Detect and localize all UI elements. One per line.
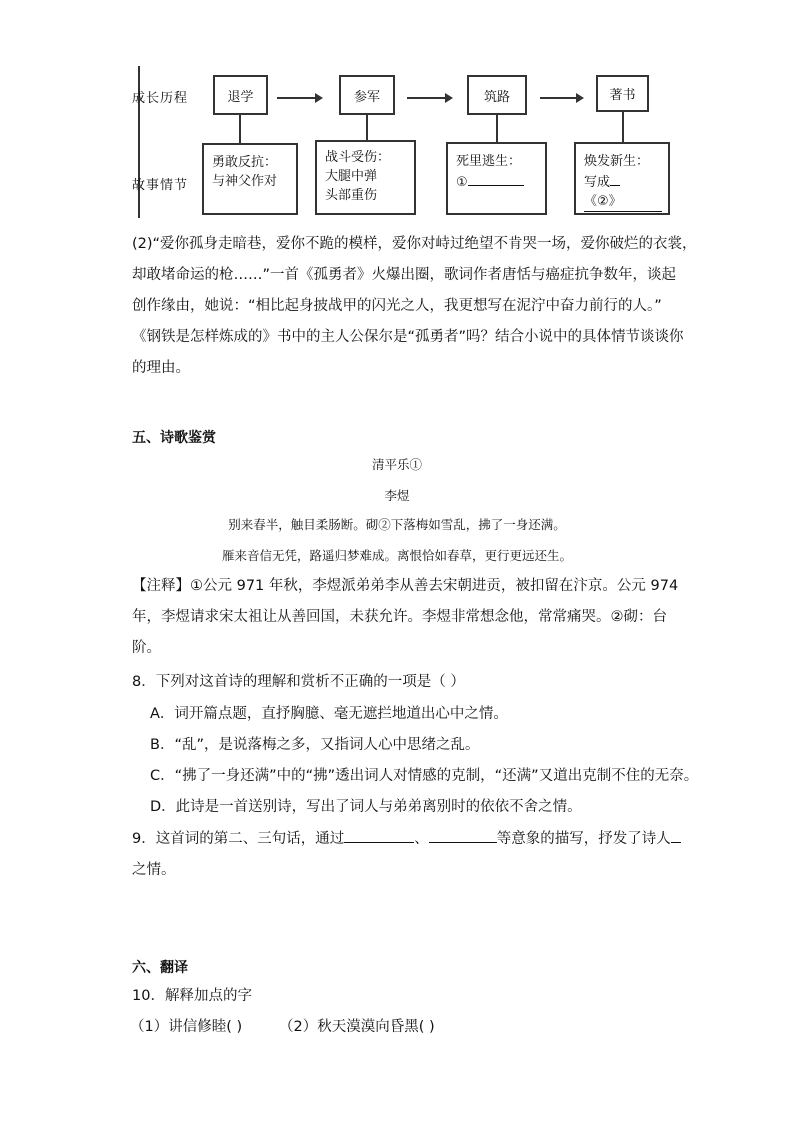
plot-line <box>584 192 660 212</box>
poem-line: 别来春半，触目柔肠断。砌②下落梅如雪乱，拂了一身还满。 <box>228 517 566 532</box>
connector-line <box>496 115 498 142</box>
poem-line: 雁来音信无凭，路遥归梦难成。离恨恰如春草，更行更远还生。 <box>221 548 572 563</box>
arrow-right-icon <box>277 97 321 99</box>
option-a[interactable]: A．词开篇点题，直抒胸臆、毫无遮拦地道出心中之情。 <box>150 706 508 722</box>
plot-line: 战斗受伤： <box>325 150 391 165</box>
arrow-right-icon <box>407 97 451 99</box>
stage-box-2 <box>339 75 395 115</box>
stage-label: 筑路 <box>483 89 510 105</box>
row-label-growth: 成长历程 <box>132 91 189 106</box>
question-9-end: 之情。 <box>132 862 176 878</box>
q9-separator: 、 <box>414 831 429 847</box>
poem-author: 李煜 <box>384 488 410 503</box>
connector-line <box>366 115 368 140</box>
paragraph-line: 创作缘由，她说：“相比起身披战甲的闪光之人，我更想写在泥泞中奋力前行的人。” <box>132 298 662 314</box>
question-10-item-1[interactable]: （1）讲信修睦( ) <box>130 1019 243 1035</box>
poem-title: 清平乐① <box>371 457 422 472</box>
flow-diagram <box>0 60 700 225</box>
question-10-item-2[interactable]: （2）秋天漠漠向昏黑( ) <box>279 1019 435 1035</box>
plot-line: 勇敢反抗： <box>212 155 278 170</box>
answer-blank[interactable] <box>344 828 414 843</box>
note-line: 年，李煜请求宋太祖让从善回国，未获允许。李煜非常想念他，常常痛哭。②砌：台 <box>132 609 667 625</box>
paragraph-line: (2)“爱你孤身走暗巷，爱你不跪的模样，爱你对峙过绝望不肯哭一场，爱你破烂的衣裳， <box>132 236 697 252</box>
question-9 <box>132 827 681 848</box>
q9-text: 等意象的描写，抒发了诗人 <box>496 831 671 847</box>
plot-box-2 <box>315 140 416 215</box>
question-7-2 <box>132 229 697 384</box>
answer-blank[interactable] <box>429 828 497 843</box>
poem-notes <box>132 571 678 664</box>
stage-box-4 <box>596 75 649 112</box>
plot-line: ① <box>456 171 537 192</box>
stage-box-3 <box>467 75 527 115</box>
section-heading-poetry: 五、诗歌鉴赏 <box>132 430 216 446</box>
stage-label: 退学 <box>227 89 254 105</box>
blank-line <box>610 171 620 186</box>
option-b[interactable]: B．“乱”，是说落梅之多，又指词人心中思绪之乱。 <box>150 737 480 753</box>
paragraph-line: 的理由。 <box>132 360 190 376</box>
plot-line: 与神父作对 <box>212 174 278 189</box>
blank-line <box>468 171 524 186</box>
question-10-stem: 10．解释加点的字 <box>132 988 252 1004</box>
connector-line <box>622 112 624 142</box>
arrow-right-icon <box>540 97 582 99</box>
stage-box-1 <box>213 75 268 115</box>
plot-line: 死里逃生： <box>456 154 522 169</box>
note-line: 【注释】①公元 971 年秋，李煜派弟弟李从善去宋朝进贡，被扣留在汴京。公元 974 <box>132 578 679 594</box>
plot-line: 大腿中弹 <box>325 169 378 184</box>
answer-blank[interactable] <box>671 828 681 843</box>
option-d[interactable]: D．此诗是一首送别诗，写出了词人与弟弟离别时的依依不舍之情。 <box>150 799 582 815</box>
section-heading-translation: 六、翻译 <box>132 960 188 976</box>
question-8-stem: 8．下列对这首诗的理解和赏析不正确的一项是（ ） <box>132 674 465 690</box>
stage-label: 著书 <box>609 88 636 103</box>
option-c[interactable]: C．“拂了一身还满”中的“拂”透出词人对情感的克制，“还满”又道出克制不住的无奈。 <box>150 768 699 784</box>
blank-line: 《②》 <box>584 192 662 212</box>
stage-label: 参军 <box>353 89 380 105</box>
connector-line <box>239 115 241 143</box>
plot-line: 头部重伤 <box>325 188 378 203</box>
plot-line: 焕发新生： <box>584 154 650 169</box>
plot-box-3 <box>446 142 547 215</box>
q9-text: 9．这首词的第二、三句话，通过 <box>132 831 345 847</box>
row-label-plot: 故事情节 <box>132 178 189 193</box>
plot-box-1 <box>202 143 298 215</box>
plot-line: 写成 <box>584 171 660 192</box>
note-line: 阶。 <box>132 640 161 656</box>
plot-box-4 <box>574 142 670 215</box>
paragraph-line: 《钢铁是怎样炼成的》书中的主人公保尔是“孤勇者”吗？结合小说中的具体情节谈谈你 <box>132 329 684 345</box>
paragraph-line: 却敢堵命运的枪……”一首《孤勇者》火爆出圈，歌词作者唐恬与癌症抗争数年，谈起 <box>132 267 677 283</box>
